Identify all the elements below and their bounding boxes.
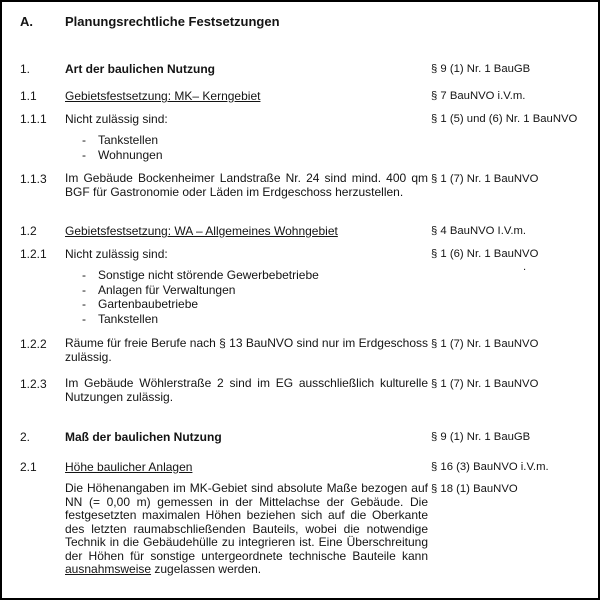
reference-text: § 1 (7) Nr. 1 BauNVO xyxy=(431,173,539,185)
body-segment: Im Gebäude Wöhlerstraße 2 sind im EG ausschließlich kulturelle Nutzungen zulässig. xyxy=(65,376,428,404)
paragraph-reference xyxy=(428,89,594,103)
clause-content xyxy=(65,460,428,474)
dash-bullet: - xyxy=(82,311,86,326)
list-item xyxy=(65,268,428,283)
dash-bullet: - xyxy=(82,147,86,162)
dash-bullet: - xyxy=(82,282,86,297)
body-segment: Die Höhenangaben im MK-Gebiet sind absolute Maße bezogen auf NN (= 0,00 m) gemessen in der Mittelachse der Gebäude. Die festgesetzten maximalen Höhen beziehen sich auf die Oberkante des letzten raumabschließenden Bauteils, wobei die notwendige Technik in die Gebäudehülle zu integrieren ist. Eine Überschreitung der Höhen für sonstige untergeordnete technische Bauteile kann xyxy=(65,481,428,563)
list-item xyxy=(65,148,428,163)
dash-bullet: - xyxy=(82,268,86,282)
scan-artifact-dot: . xyxy=(523,261,527,273)
paragraph-reference xyxy=(428,377,594,391)
clause-row xyxy=(20,224,594,238)
paragraph-reference xyxy=(428,224,594,238)
clause-body xyxy=(65,482,428,577)
clause-number: 1.1 xyxy=(20,89,37,103)
section-header-row xyxy=(20,14,594,29)
clause-content xyxy=(65,337,428,364)
clause-content xyxy=(65,89,428,103)
clause-content xyxy=(65,62,428,76)
section-title: Planungsrechtliche Festsetzungen xyxy=(65,14,280,29)
reference-text: § 18 (1) BauNVO xyxy=(431,483,518,495)
clause-body xyxy=(65,377,428,404)
clause-body xyxy=(65,337,428,364)
clause-rows-container xyxy=(20,62,594,577)
clause-number: 1. xyxy=(20,62,31,76)
list-item xyxy=(65,133,428,148)
clause-row xyxy=(20,337,594,364)
body-segment: zugelassen werden. xyxy=(151,562,262,576)
dash-bullet: - xyxy=(82,297,86,311)
list-item-label: Tankstellen xyxy=(98,133,159,147)
clause-row xyxy=(20,482,594,577)
clause-content xyxy=(65,377,428,404)
paragraph-reference xyxy=(428,247,594,274)
reference-text: § 1 (6) Nr. 1 BauNVO xyxy=(431,248,539,260)
reference-text: § 4 BauNVO I.V.m. xyxy=(431,225,527,237)
clause-number: 1.2 xyxy=(20,224,37,238)
clause-title: Gebietsfestsetzung: MK– Kerngebiet xyxy=(65,89,261,103)
dash-list xyxy=(65,133,428,162)
clause-content xyxy=(65,247,428,326)
reference-text: § 16 (3) BauNVO i.V.m. xyxy=(431,461,549,473)
clause-number: 2. xyxy=(20,430,31,444)
reference-text: § 9 (1) Nr. 1 BauGB xyxy=(431,63,531,75)
clause-number: 1.1.1 xyxy=(20,112,47,126)
clause-row xyxy=(20,62,594,76)
paragraph-reference xyxy=(428,430,594,444)
list-item-label: Tankstellen xyxy=(98,311,159,326)
clause-content xyxy=(65,224,428,238)
clause-row xyxy=(20,460,594,474)
reference-text: § 1 (7) Nr. 1 BauNVO xyxy=(431,338,539,350)
paragraph-reference xyxy=(428,460,594,474)
list-item-label: Gartenbaubetriebe xyxy=(98,297,199,311)
reference-text: § 7 BauNVO i.V.m. xyxy=(431,90,526,102)
reference-text: § 1 (5) und (6) Nr. 1 BauNVO xyxy=(431,113,578,125)
paragraph-reference xyxy=(428,482,594,496)
underlined-term: ausnahmsweise xyxy=(65,562,152,576)
paragraph-reference xyxy=(428,172,594,186)
clause-content xyxy=(65,172,428,199)
clause-title: Art der baulichen Nutzung xyxy=(65,62,215,76)
clause-row xyxy=(20,112,594,162)
clause-title: Nicht zulässig sind: xyxy=(65,247,168,261)
clause-row xyxy=(20,89,594,103)
clause-number: 2.1 xyxy=(20,460,37,474)
clause-row xyxy=(20,172,594,199)
dash-list xyxy=(65,268,428,326)
list-item xyxy=(65,283,428,298)
clause-number: 1.2.2 xyxy=(20,337,47,351)
clause-title: Maß der baulichen Nutzung xyxy=(65,430,222,444)
body-segment: Im Gebäude Bockenheimer Landstraße Nr. 24 sind mind. 400 qm BGF für Gastronomie oder Läden im Erdgeschoss herzustellen. xyxy=(65,171,428,199)
clause-row xyxy=(20,430,594,444)
body-segment: Räume für freie Berufe nach § 13 BauNVO sind nur im Erdgeschoss zulässig. xyxy=(65,336,428,364)
dash-bullet: - xyxy=(82,133,86,147)
paragraph-reference xyxy=(428,62,594,76)
list-item-label: Wohnungen xyxy=(98,147,163,162)
clause-content xyxy=(65,112,428,162)
clause-body xyxy=(65,172,428,199)
clause-title: Gebietsfestsetzung: WA – Allgemeines Wohngebiet xyxy=(65,224,338,238)
clause-row xyxy=(20,247,594,326)
clause-content xyxy=(65,430,428,444)
clause-title: Höhe baulicher Anlagen xyxy=(65,460,193,474)
list-item xyxy=(65,297,428,312)
clause-content xyxy=(65,482,428,577)
section-letter: A. xyxy=(20,14,33,29)
reference-text: § 1 (7) Nr. 1 BauNVO xyxy=(431,378,539,390)
paragraph-reference xyxy=(428,337,594,351)
list-item-label: Anlagen für Verwaltungen xyxy=(98,282,236,297)
clause-number: 1.2.3 xyxy=(20,377,47,391)
clause-title: Nicht zulässig sind: xyxy=(65,112,168,126)
reference-text: § 9 (1) Nr. 1 BauGB xyxy=(431,431,531,443)
clause-row xyxy=(20,377,594,404)
paragraph-reference xyxy=(428,112,594,126)
list-item xyxy=(65,312,428,327)
clause-number: 1.1.3 xyxy=(20,172,47,186)
clause-number: 1.2.1 xyxy=(20,247,47,261)
list-item-label: Sonstige nicht störende Gewerbebetriebe xyxy=(98,268,319,282)
